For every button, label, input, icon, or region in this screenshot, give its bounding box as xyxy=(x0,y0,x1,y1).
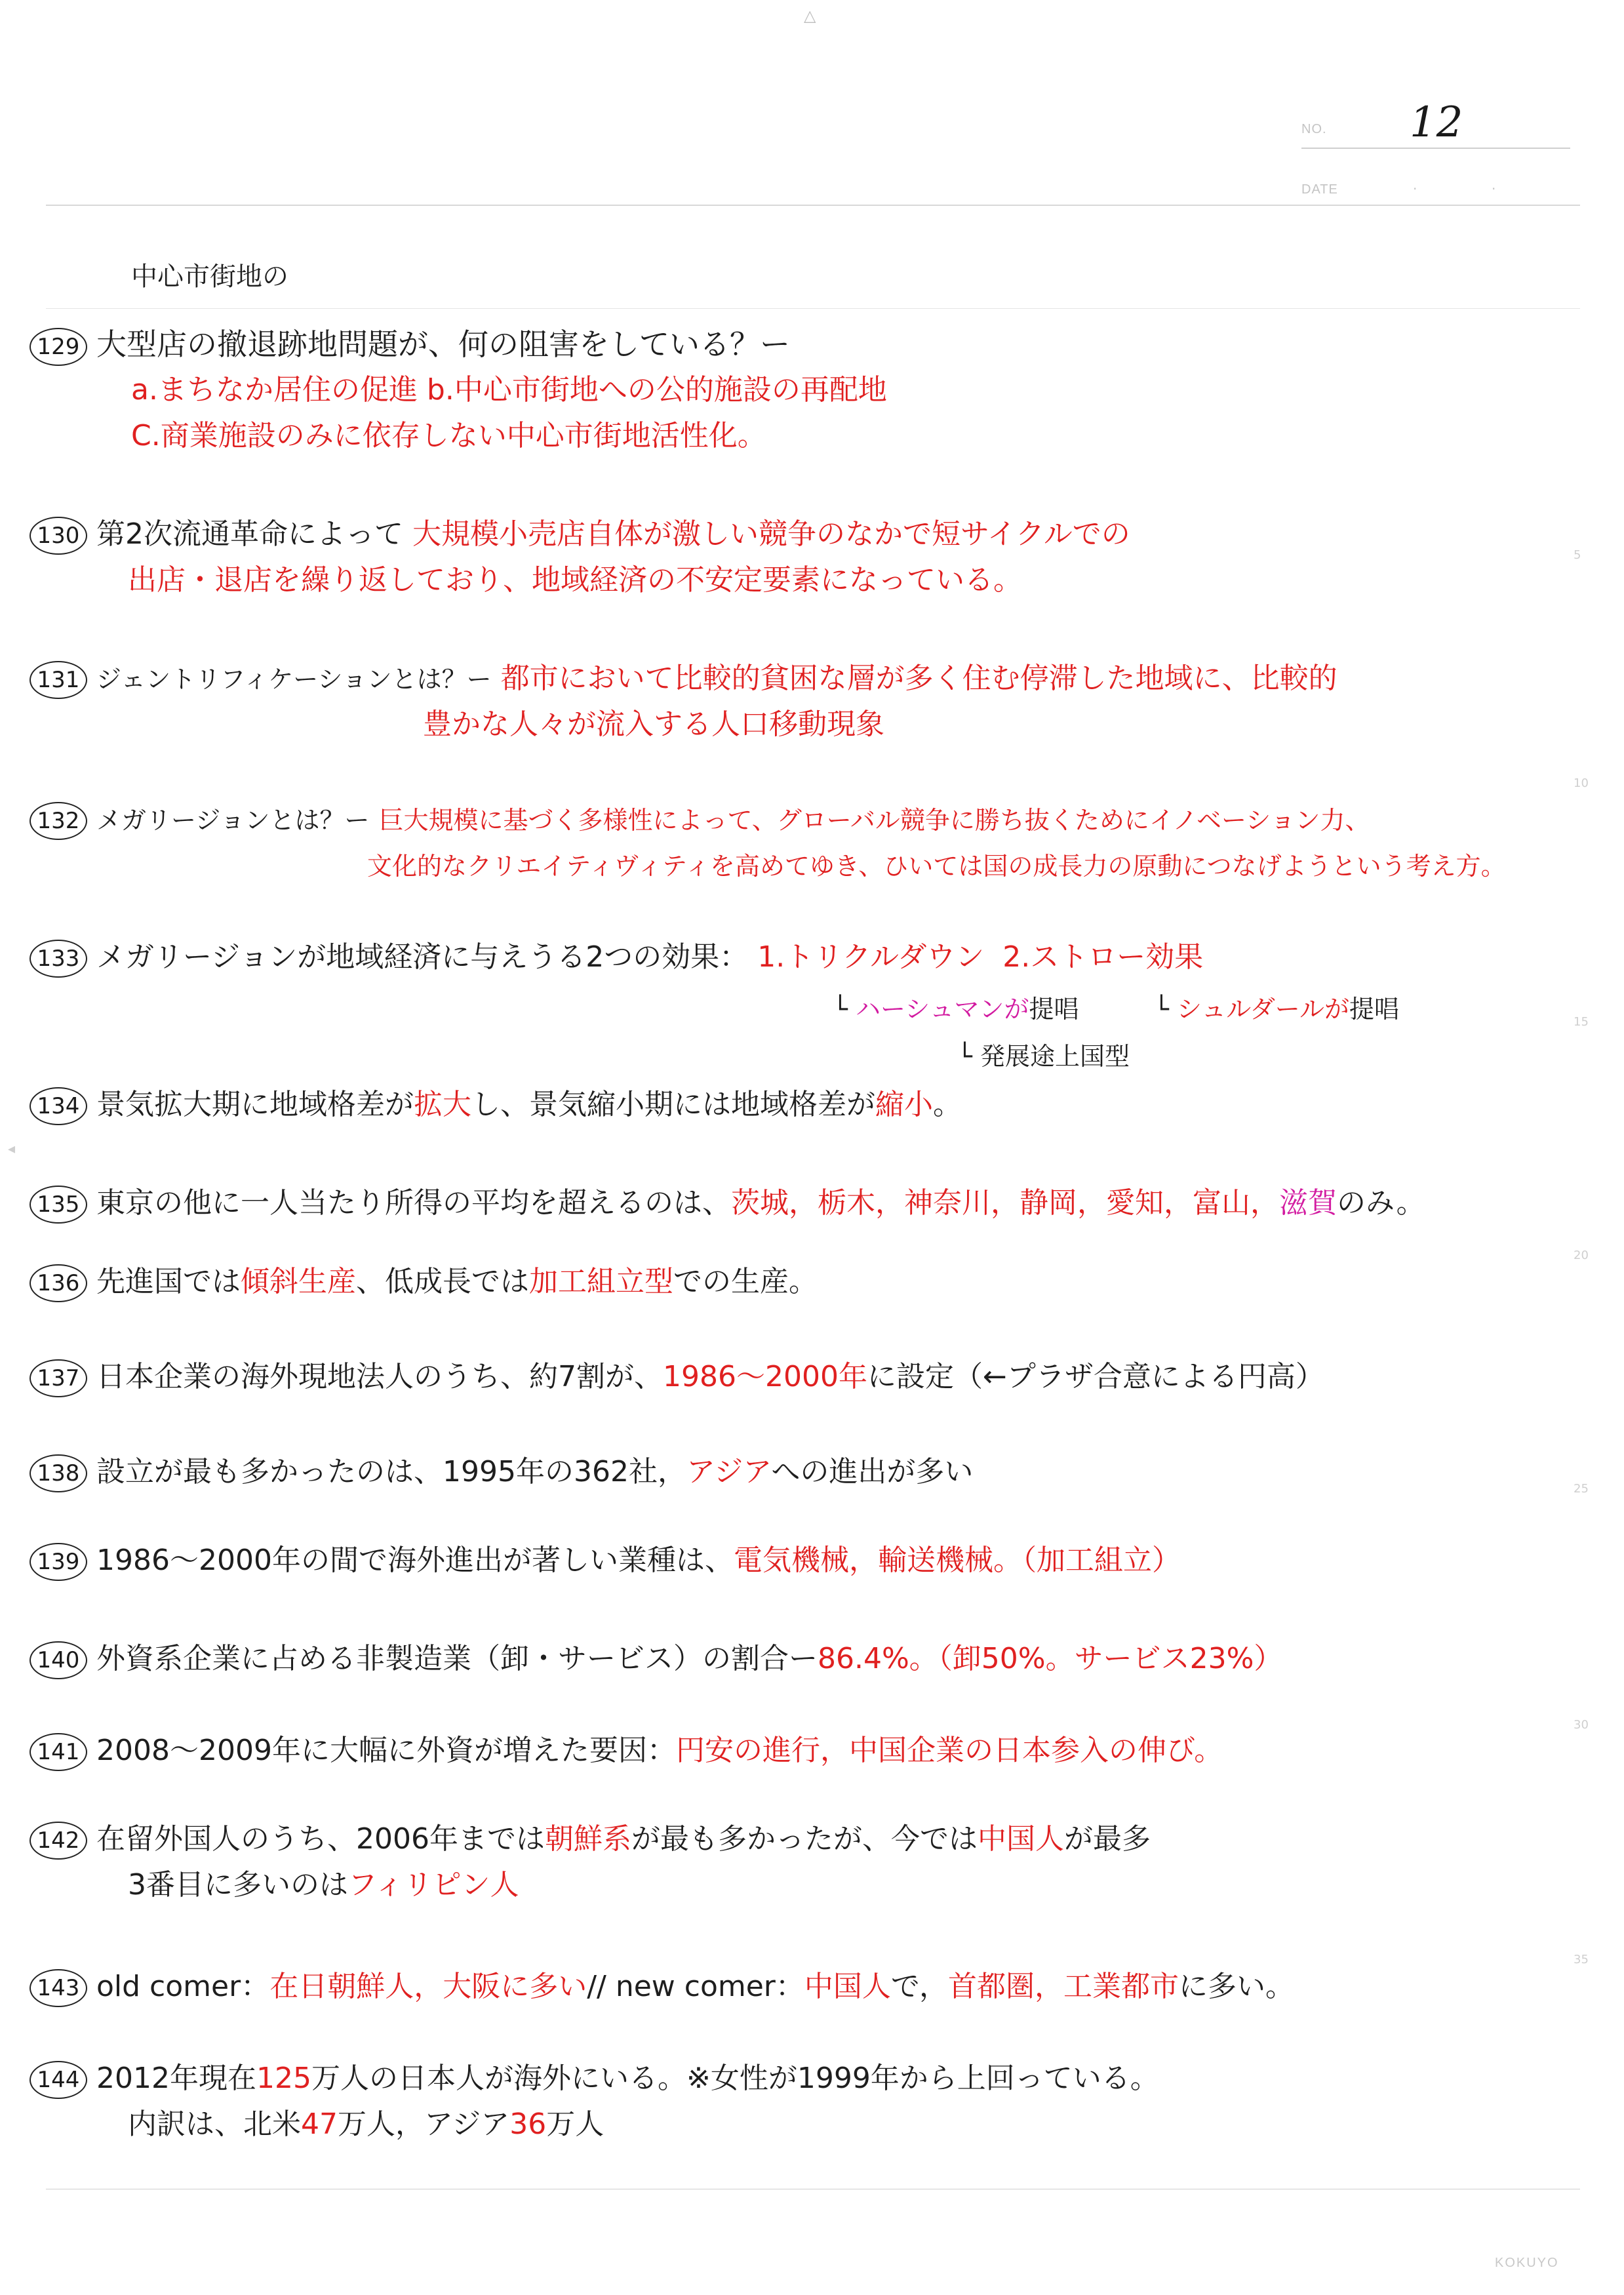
note-answer: 電気機械，輸送機械。（加工組立） xyxy=(733,1544,1181,1577)
note-answer: 都市において比較的貧困な層が多く住む停滞した地域に、比較的 xyxy=(500,662,1337,695)
note-number: 143 xyxy=(30,1969,87,2007)
note-140 xyxy=(30,1636,1590,1682)
note-answer: 50% xyxy=(981,1642,1046,1675)
note-133-sub-c: └ 発展途上国型 xyxy=(957,1042,1130,1071)
note-130 xyxy=(30,511,1590,603)
separator: ， xyxy=(1164,1186,1193,1220)
note-number: 133 xyxy=(30,940,87,978)
note-number: 139 xyxy=(30,1543,87,1581)
ruled-line xyxy=(46,308,1580,309)
note-number: 134 xyxy=(30,1087,87,1125)
note-text: 在留外国人のうち、2006年までは xyxy=(96,1822,545,1856)
note-answer: 愛知 xyxy=(1106,1186,1164,1220)
note-answer: 1986〜2000年 xyxy=(663,1360,867,1393)
note-number: 144 xyxy=(30,2061,87,2099)
note-answer: 巨大規模に基づく多様性によって、グローバル競争に勝ち抜くためにイノベーション力、 xyxy=(378,806,1370,835)
note-text: 先進国では xyxy=(96,1265,241,1298)
note-text: 、低成長では xyxy=(356,1265,529,1298)
note-number: 141 xyxy=(30,1733,87,1771)
no-rule xyxy=(1301,148,1570,149)
note-137 xyxy=(30,1354,1590,1400)
note-141 xyxy=(30,1728,1590,1774)
note-answer-highlight: 滋賀 xyxy=(1279,1186,1337,1220)
note-text: に多い。 xyxy=(1179,1970,1295,2003)
note-answer: 出店・退店を繰り返しており、地域経済の不安定要素になっている。 xyxy=(128,563,1022,597)
note-133-sub-a xyxy=(833,989,1079,1025)
note-answer: 文化的なクリエイティヴィティを高めてゆき、ひいては国の成長力の原動につなげようという考え方。 xyxy=(367,852,1506,881)
note-text: 1986〜2000年の間で海外進出が著しい業種は、 xyxy=(96,1544,734,1577)
note-text: 日本企業の海外現地法人のうち、約7割が、 xyxy=(96,1360,663,1393)
note-text: 。 xyxy=(933,1088,962,1121)
sub-b-name: シュルダールが xyxy=(1176,995,1349,1024)
date-dot-1: · xyxy=(1413,181,1417,197)
note-answer: 富山 xyxy=(1193,1186,1250,1220)
note-text: での生産。 xyxy=(673,1265,818,1298)
note-number: 131 xyxy=(30,661,87,699)
note-number: 140 xyxy=(30,1641,87,1679)
note-answer: 中国人 xyxy=(977,1822,1064,1856)
note-132 xyxy=(30,797,1590,888)
note-text: // new comer： xyxy=(587,1970,804,2003)
note-142 xyxy=(30,1816,1590,1908)
note-text: への進出が多い xyxy=(771,1455,974,1488)
note-text: が最も多かったが、今では xyxy=(631,1822,978,1856)
note-text: 景気拡大期に地域格差が xyxy=(96,1088,414,1121)
note-question: メガリージョンが地域経済に与えうる2つの効果： xyxy=(96,940,749,974)
note-answer: アジア xyxy=(686,1455,772,1488)
note-text: し、景気縮小期には地域格差が xyxy=(471,1088,875,1121)
bracket: └ xyxy=(1154,995,1169,1024)
note-135 xyxy=(30,1180,1590,1226)
note-133-sub-b xyxy=(1154,989,1399,1025)
note-answer: フィリピン人 xyxy=(348,1868,519,1902)
note-answer: 朝鮮系 xyxy=(544,1822,631,1856)
note-answer: 円安の進行，中国企業の日本参入の伸び。 xyxy=(675,1734,1223,1767)
margin-tick: 30 xyxy=(1574,1718,1589,1732)
note-144 xyxy=(30,2056,1590,2147)
note-number: 142 xyxy=(30,1822,87,1860)
note-answer: 。サービス23%） xyxy=(1045,1642,1283,1675)
separator: ， xyxy=(1250,1186,1279,1220)
note-number: 132 xyxy=(30,802,87,840)
note-129-annotation: 中心市街地の xyxy=(131,262,288,292)
note-number: 138 xyxy=(30,1454,87,1492)
note-answer: 拡大 xyxy=(414,1088,471,1121)
header-divider xyxy=(46,205,1580,206)
sub-b-suffix: 提唱 xyxy=(1349,995,1399,1024)
note-answer: C.商業施設のみに依存しない中心市街地活性化。 xyxy=(131,419,766,452)
note-text: 万人，アジア xyxy=(338,2107,510,2141)
note-answer: 86.4%。（卸 xyxy=(818,1642,981,1675)
page-number: 12 xyxy=(1410,98,1463,147)
note-text: に設定（←プラザ合意による円高） xyxy=(867,1360,1324,1393)
note-text: が最多 xyxy=(1063,1822,1151,1856)
effect-straw: 2.ストロー効果 xyxy=(1002,940,1204,974)
left-margin-arrow-icon: ◂ xyxy=(8,1141,16,1157)
note-question: 大型店の撤退跡地問題が、何の阻害をしている？ー xyxy=(96,327,790,362)
note-answer: 125 xyxy=(256,2062,311,2095)
note-text: 内訳は、北米 xyxy=(128,2107,301,2141)
note-138 xyxy=(30,1449,1590,1495)
margin-tick: 25 xyxy=(1574,1482,1589,1496)
note-text: のみ。 xyxy=(1337,1186,1425,1220)
note-answer: 中国人 xyxy=(804,1970,891,2003)
sub-a-suffix: 提唱 xyxy=(1029,995,1079,1024)
note-129 xyxy=(30,321,1590,459)
note-question: 第2次流通革命によって xyxy=(96,517,403,551)
note-139 xyxy=(30,1538,1590,1584)
date-label: DATE xyxy=(1301,182,1338,197)
no-label: NO. xyxy=(1301,122,1327,136)
note-text: 外資系企業に占める非製造業（卸・サービス）の割合ー xyxy=(96,1642,818,1675)
note-text: 設立が最も多かったのは、1995年の362社， xyxy=(96,1455,686,1488)
margin-tick: 20 xyxy=(1574,1248,1589,1262)
margin-tick: 10 xyxy=(1574,776,1589,790)
note-136 xyxy=(30,1259,1590,1305)
note-text: 2008〜2009年に大幅に外資が増えた要因： xyxy=(96,1734,676,1767)
note-number: 130 xyxy=(30,517,87,555)
note-answer: a.まちなか居住の促進 b.中心市街地への公的施設の再配地 xyxy=(131,373,887,407)
top-center-mark: △ xyxy=(804,7,816,25)
note-text: 万人の日本人が海外にいる。※女性が1999年から上回っている。 xyxy=(311,2062,1159,2095)
margin-tick: 15 xyxy=(1574,1015,1589,1029)
date-dot-2: · xyxy=(1492,181,1496,197)
note-131 xyxy=(30,656,1590,748)
note-number: 129 xyxy=(30,328,87,366)
note-question: メガリージョンとは？ー xyxy=(96,806,370,835)
note-answer: 縮小 xyxy=(875,1088,933,1121)
note-text: 2012年現在 xyxy=(96,2062,256,2095)
note-133 xyxy=(30,934,1590,980)
note-143 xyxy=(30,1964,1590,2010)
note-answer: 傾斜生産 xyxy=(241,1265,356,1298)
note-text: 万人 xyxy=(546,2107,604,2141)
note-answer: 茨城，栃木，神奈川，静岡， xyxy=(731,1186,1106,1220)
note-question: ジェントリフィケーションとは？ー xyxy=(96,665,492,694)
note-answer: 47 xyxy=(301,2107,338,2141)
note-answer: 首都圏，工業都市 xyxy=(948,1970,1179,2003)
note-answer: 加工組立型 xyxy=(529,1265,673,1298)
note-text: で， xyxy=(890,1970,949,2003)
note-question: 東京の他に一人当たり所得の平均を超えるのは、 xyxy=(96,1186,731,1220)
margin-tick: 5 xyxy=(1574,548,1581,562)
note-answer: 36 xyxy=(509,2107,547,2141)
brand-label: KOKUYO xyxy=(1495,2256,1559,2270)
effect-trickle-down: 1.トリクルダウン xyxy=(757,940,985,974)
note-answer: 大規模小売店自体が激しい競争のなかで短サイクルでの xyxy=(412,517,1130,551)
note-number: 137 xyxy=(30,1359,87,1397)
margin-tick: 35 xyxy=(1574,1953,1589,1966)
note-134 xyxy=(30,1082,1590,1128)
note-answer: 在日朝鮮人，大阪に多い xyxy=(269,1970,587,2003)
note-text: old comer： xyxy=(96,1970,270,2003)
note-text: 3番目に多いのは xyxy=(128,1868,348,1902)
note-number: 135 xyxy=(30,1186,87,1224)
sub-a-name: ハーシュマンが xyxy=(855,995,1029,1024)
note-answer: 豊かな人々が流入する人口移動現象 xyxy=(423,708,884,741)
bracket: └ xyxy=(833,995,848,1024)
note-number: 136 xyxy=(30,1264,87,1302)
